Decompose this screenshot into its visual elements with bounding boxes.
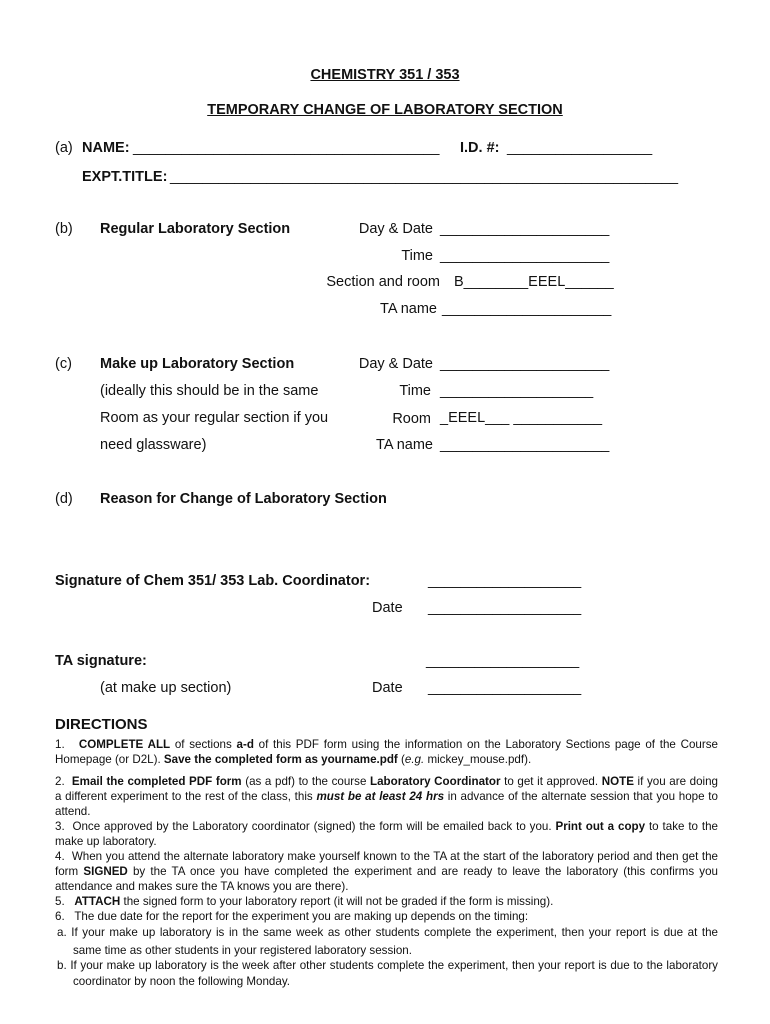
expt-title-field[interactable]: _______________________________________________________________ [170,169,679,185]
coordinator-date-field[interactable]: ___________________ [428,600,582,616]
section-c-marker: (c) [55,356,72,372]
makeup-room-label: Room [392,411,431,427]
reason-title: Reason for Change of Laboratory Section [100,491,387,507]
regular-section-title: Regular Laboratory Section [100,221,291,237]
name-label: NAME: [82,140,130,156]
makeup-day-date-field[interactable]: _____________________ [440,356,610,372]
makeup-section-title: Make up Laboratory Section [100,356,295,372]
direction-6: 6. The due date for the report for the experiment you are making up depends on the timing: [55,910,529,923]
direction-4: 4. When you attend the alternate laboratory make yourself known to the TA at the start of the laboratory period and then get the form SIGNED by the TA once you have completed the experiment and are ready to leave the laboratory (this confirms you attendance and makes sure the TA knows you are there). [55,850,718,893]
name-field[interactable]: ______________________________________ [133,140,440,156]
ta-signature-field[interactable]: ___________________ [426,653,580,669]
direction-1: 1. COMPLETE ALL of sections a-d of this PDF form using the information on the Laboratory Sections page of the Course Homepage (or D2L). Save the completed form as yourname.pdf (e.g. mickey_mouse.pdf). [55,738,718,766]
direction-6a: a. If your make up laboratory is in the same week as other students complete the experiment, then your report is due at the same time as other students in your registered laboratory session. [57,926,718,957]
regular-time-label: Time [401,248,433,264]
makeup-ta-name-field[interactable]: _____________________ [440,437,610,453]
directions-heading: DIRECTIONS [55,716,148,733]
direction-2: 2. Email the completed PDF form (as a pdf) to the course Laboratory Coordinator to get it approved. NOTE if you are doing a different experiment to the rest of the class, this must be at least 24 hrs in advance of the alternate session that you hope to attend. [55,775,718,818]
coordinator-signature-field[interactable]: ___________________ [428,573,582,589]
regular-ta-name-field[interactable]: _____________________ [442,301,612,317]
coordinator-signature-label: Signature of Chem 351/ 353 Lab. Coordinator: [55,573,371,589]
direction-5: 5. ATTACH the signed form to your laboratory report (it will not be graded if the form is missing). [55,895,554,908]
course-title: CHEMISTRY 351 / 353 [310,67,460,83]
regular-time-field[interactable]: _____________________ [440,248,610,264]
makeup-time-field[interactable]: ___________________ [440,383,594,399]
regular-section-room-field[interactable]: B________EEEL______ [454,274,614,290]
section-a-marker: (a) [55,140,73,156]
id-label: I.D. #: [460,140,500,156]
direction-6b: b. If your make up laboratory is the week after other students complete the experiment, then your report is due to the laboratory coordinator by noon the following Monday. [57,959,718,988]
regular-day-date-label: Day & Date [358,221,433,237]
makeup-note-line2: Room as your regular section if you [100,410,329,426]
section-d-marker: (d) [55,491,73,507]
expt-title-label: EXPT.TITLE: [82,169,168,185]
regular-ta-name-label: TA name [380,301,437,317]
ta-signature-note: (at make up section) [100,680,232,696]
makeup-day-date-label: Day & Date [358,356,433,372]
direction-3: 3. Once approved by the Laboratory coordinator (signed) the form will be emailed back to you. Print out a copy to take to the make up laboratory. [55,820,718,848]
makeup-note-line3: need glassware) [100,437,207,453]
section-b-marker: (b) [55,221,73,237]
id-field[interactable]: __________________ [507,140,653,156]
regular-section-room-label: Section and room [326,274,440,290]
makeup-note-line1: (ideally this should be in the same [100,383,319,399]
makeup-time-label: Time [399,383,431,399]
regular-day-date-field[interactable]: _____________________ [440,221,610,237]
ta-date-label: Date [372,680,403,696]
makeup-ta-name-label: TA name [376,437,433,453]
makeup-room-field[interactable]: _EEEL___ ___________ [440,410,603,426]
ta-signature-label: TA signature: [55,653,147,669]
ta-date-field[interactable]: ___________________ [428,680,582,696]
form-title: TEMPORARY CHANGE OF LABORATORY SECTION [207,102,563,118]
coordinator-date-label: Date [372,600,403,616]
